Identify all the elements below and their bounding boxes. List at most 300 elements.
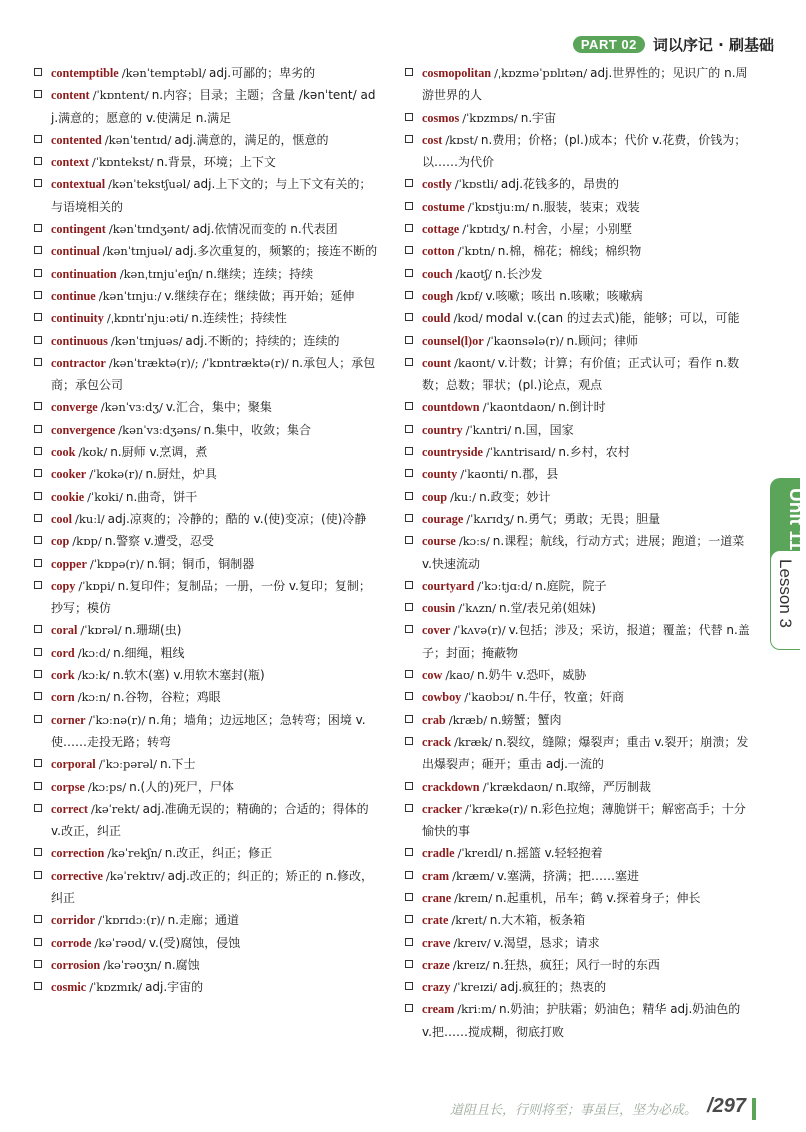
phonetic: /kʊk/ (78, 445, 108, 460)
definition: adj.不断的；持续的；连续的 (185, 333, 340, 348)
checkbox-icon[interactable] (34, 90, 42, 98)
vocab-entry (34, 240, 381, 262)
vocab-word: contingent (51, 222, 106, 237)
vocab-word: coup (422, 489, 448, 504)
vocab-word: couch (422, 266, 453, 281)
definition: v.继续存在；继续做；再开始；延伸 (164, 288, 355, 303)
checkbox-icon[interactable] (405, 68, 413, 76)
definition: n.乡村，农村 (558, 445, 630, 460)
definition: n.堂/表兄弟(姐妹) (499, 601, 596, 616)
vocab-entry (405, 285, 752, 307)
phonetic: /kənˈtekstʃuəl/ (108, 177, 191, 192)
phonetic: /kənˈtræktə(r)/; /ˈkɒntræktə(r)/ (108, 355, 289, 370)
vocab-word: could (422, 311, 451, 326)
phonetic: /ˌkɒzməˈpɒlɪtən/ (494, 66, 588, 80)
definition: n.勇气；勇敢；无畏；胆量 (516, 511, 661, 526)
phonetic: /ˈkʊki/ (87, 489, 123, 504)
vocab-word: cord (51, 645, 75, 660)
vocab-entry (34, 84, 381, 129)
checkbox-icon[interactable] (405, 202, 413, 210)
vocab-word: cooker (51, 467, 87, 482)
vocab-word: countryside (422, 445, 483, 460)
phonetic: /kreɪv/ (453, 935, 491, 950)
vocab-word: cosmopolitan (422, 66, 492, 80)
vocab-word: cost (422, 132, 443, 147)
definition: n.复印件；复制品；一册，一份 v.复印；复制；抄写；模仿 (51, 578, 371, 616)
phonetic: /kəˈrekt/ (90, 801, 140, 816)
checkbox-icon[interactable] (405, 915, 413, 923)
phonetic: /ˈkreɪdl/ (457, 846, 503, 861)
vocab-entry (34, 530, 381, 552)
page-number: /297 (707, 1095, 746, 1117)
phonetic: /ˈkaʊnti/ (460, 467, 508, 482)
definition: n.厨师 v.烹调，煮 (110, 445, 208, 460)
vocab-entry (405, 218, 752, 240)
definition: n.细绳，粗线 (113, 645, 185, 660)
checkbox-icon[interactable] (405, 179, 413, 187)
checkbox-icon[interactable] (34, 447, 42, 455)
vocab-entry (405, 396, 752, 418)
phonetic: /kɒf/ (456, 288, 483, 303)
vocab-word: courtyard (422, 578, 475, 593)
definition: n.棉，棉花；棉线；棉织物 (497, 244, 642, 259)
vocab-word: contemptible (51, 66, 119, 80)
checkbox-icon[interactable] (34, 848, 42, 856)
phonetic: /kənˈvɜːdʒəns/ (118, 422, 201, 437)
checkbox-icon[interactable] (405, 402, 413, 410)
vocab-word: cookie (51, 489, 85, 504)
definition: n.起重机，吊车；鹤 v.探着身子；伸长 (495, 890, 701, 905)
definition: v.咳嗽；咳出 n.咳嗽；咳嗽病 (485, 288, 643, 303)
definition: v.塞满，挤满；把……塞进 (497, 868, 640, 883)
checkbox-icon[interactable] (34, 336, 42, 344)
definition: n.摇篮 v.轻轻抱着 (505, 846, 603, 861)
definition: n.下士 (160, 757, 196, 772)
checkbox-icon[interactable] (405, 1004, 413, 1012)
checkbox-icon[interactable] (405, 224, 413, 232)
checkbox-icon[interactable] (405, 536, 413, 544)
checkbox-icon[interactable] (405, 514, 413, 522)
definition: n.集中，收敛；集合 (203, 422, 311, 437)
phonetic: /ˈkʌntri/ (465, 422, 512, 437)
definition: v.计数；计算；有价值；正式认可；看作 n.数数；总数；罪状；(pl.)论点，观点 (422, 355, 740, 393)
checkbox-icon[interactable] (405, 692, 413, 700)
vocab-entry (405, 419, 752, 441)
checkbox-icon[interactable] (34, 982, 42, 990)
phonetic: /kreɪn/ (454, 890, 493, 905)
phonetic: /ˈkɒtn/ (457, 244, 495, 259)
phonetic: /ˈkʌzn/ (458, 601, 497, 616)
vocab-word: corpse (51, 779, 85, 794)
vocab-entry (34, 932, 381, 954)
checkbox-icon[interactable] (405, 938, 413, 946)
vocab-word: count (422, 355, 452, 370)
checkbox-icon[interactable] (34, 960, 42, 968)
vocab-word: courage (422, 511, 464, 526)
definition: n.改正，纠正；修正 (164, 846, 273, 861)
definition: n.课程；航线，行动方式；进展；跑道；一道菜 v.快速流动 (422, 534, 745, 571)
vocab-entry (405, 62, 752, 107)
vocab-entry (405, 508, 752, 530)
vocab-word: country (422, 422, 463, 437)
vocab-entry (405, 619, 752, 664)
book-title: 词以序记 · 刷基础 (652, 35, 774, 54)
vocab-entry (405, 530, 752, 575)
definition: adj.准确无误的；精确的；合适的；得体的 v.改正，纠正 (51, 801, 369, 839)
checkbox-icon[interactable] (405, 291, 413, 299)
page-marker-bar (752, 1098, 756, 1120)
checkbox-icon[interactable] (405, 492, 413, 500)
definition: n.费用；价格；(pl.)成本；代价 v.花费，价钱为；以……为代价 (422, 132, 747, 170)
checkbox-icon[interactable] (34, 402, 42, 410)
definition: n.软木(塞) v.用软木塞封(瓶) (112, 668, 265, 683)
definition: n.承包人；承包商；承包公司 (51, 355, 376, 393)
vocab-word: cram (422, 868, 450, 883)
checkbox-icon[interactable] (34, 536, 42, 544)
vocab-word: corn (51, 690, 75, 705)
phonetic: /kɔːk/ (77, 668, 110, 683)
phonetic: /ˈkɒzmɒs/ (462, 110, 518, 125)
vocab-word: continuous (51, 333, 108, 348)
vocab-entry (34, 419, 381, 441)
definition: v.(受)腐蚀，侵蚀 (148, 935, 241, 950)
definition: n.倒计时 (558, 400, 606, 415)
definition: n.警察 v.遭受，忍受 (104, 534, 214, 549)
phonetic: /kənˈvɜːdʒ/ (100, 400, 163, 415)
definition: n.谷物，谷粒；鸡眼 (113, 690, 221, 705)
checkbox-icon[interactable] (34, 179, 42, 187)
unit-label: Unit 11 (785, 488, 806, 551)
definition: adj.满意的，满足的，惬意的 (174, 132, 329, 147)
checkbox-icon[interactable] (405, 960, 413, 968)
checkbox-icon[interactable] (405, 581, 413, 589)
phonetic: /ˌkɒntɪˈnjuːəti/ (106, 311, 189, 326)
definition: n.裂纹，缝隙；爆裂声；重击 v.裂开；崩溃；发出爆裂声；砸开；重击 adj.一流的 (422, 734, 749, 772)
phonetic: /kɒst/ (445, 132, 478, 147)
vocab-entry (34, 62, 381, 84)
checkbox-icon[interactable] (405, 893, 413, 901)
vocab-entry (405, 865, 752, 887)
vocab-entry (34, 441, 381, 463)
phonetic: /kənˈtɪnjuəl/ (102, 244, 173, 259)
checkbox-icon[interactable] (34, 425, 42, 433)
phonetic: /ˈkɒzmɪk/ (89, 980, 143, 995)
checkbox-icon[interactable] (34, 313, 42, 321)
definition: n.庭院，院子 (535, 578, 607, 593)
vocab-word: copper (51, 556, 87, 571)
vocab-entry (405, 731, 752, 776)
checkbox-icon[interactable] (405, 425, 413, 433)
vocab-entry (34, 218, 381, 240)
checkbox-icon[interactable] (34, 224, 42, 232)
vocab-word: corrode (51, 935, 92, 950)
phonetic: /kreɪz/ (452, 957, 490, 972)
vocab-entry (34, 909, 381, 931)
definition: n.顾问；律师 (566, 333, 638, 348)
vocab-word: crave (422, 935, 451, 950)
checkbox-icon[interactable] (405, 715, 413, 723)
vocab-word: context (51, 155, 89, 170)
phonetic: /kənˈtɪnjuː/ (98, 288, 162, 303)
vocab-entry (405, 976, 752, 998)
vocab-word: corporal (51, 757, 96, 772)
vocab-word: costly (422, 177, 452, 192)
checkbox-icon[interactable] (405, 603, 413, 611)
vocab-word: contractor (51, 355, 106, 370)
vocab-entry (34, 129, 381, 151)
vocab-entry (405, 686, 752, 708)
definition: adj.世界性的；见识广的 n.周游世界的人 (422, 66, 748, 103)
vocab-word: county (422, 467, 458, 482)
vocab-word: cook (51, 445, 76, 460)
vocab-entry (34, 486, 381, 508)
checkbox-icon[interactable] (405, 982, 413, 990)
definition: adj.宇宙的 (145, 980, 204, 995)
definition: n.奶牛 v.恐吓，威胁 (477, 668, 587, 683)
definition: n.内容；目录；主题；含量 /kənˈtent/ adj.满意的；愿意的 v.使满足 n.满足 (51, 88, 376, 125)
checkbox-icon[interactable] (405, 670, 413, 678)
checkbox-icon[interactable] (405, 625, 413, 633)
phonetic: /ˈkɒntekst/ (91, 155, 154, 170)
checkbox-icon[interactable] (34, 68, 42, 76)
vocab-word: correction (51, 846, 105, 861)
right-column (405, 62, 752, 1043)
phonetic: /kənˌtɪnjuˈeɪʃn/ (119, 266, 203, 281)
vocab-word: copy (51, 578, 76, 593)
phonetic: /ˈkɒstli/ (454, 177, 498, 192)
vocab-entry (34, 976, 381, 998)
checkbox-icon[interactable] (34, 157, 42, 165)
checkbox-icon[interactable] (405, 135, 413, 143)
checkbox-icon[interactable] (405, 737, 413, 745)
vocab-word: corridor (51, 913, 95, 928)
definition: n.宇宙 (520, 110, 557, 125)
checkbox-icon[interactable] (34, 135, 42, 143)
definition: n.厨灶，炉具 (145, 467, 217, 482)
checkbox-icon[interactable] (34, 670, 42, 678)
checkbox-icon[interactable] (405, 336, 413, 344)
checkbox-icon[interactable] (34, 871, 42, 879)
definition: n.角；墙角；边远地区；急转弯；困境 v.使……走投无路；转弯 (51, 712, 366, 749)
vocab-entry (405, 240, 752, 262)
vocab-word: continue (51, 288, 96, 303)
vocab-entry (34, 285, 381, 307)
checkbox-icon[interactable] (405, 447, 413, 455)
phonetic: /kəˈrəʊd/ (94, 935, 146, 950)
checkbox-icon[interactable] (34, 759, 42, 767)
checkbox-icon[interactable] (405, 848, 413, 856)
vocab-entry (34, 709, 381, 754)
vocab-entry (34, 173, 381, 218)
vocab-entry (405, 798, 752, 843)
definition: n.背景，环境；上下文 (156, 155, 276, 170)
definition: n.珊瑚(虫) (124, 623, 182, 638)
phonetic: /kuːl/ (74, 511, 105, 526)
phonetic: /kənˈtentɪd/ (104, 132, 172, 147)
phonetic: /kɔːps/ (87, 779, 127, 794)
page-header (573, 33, 774, 55)
vocab-entry (34, 865, 381, 910)
checkbox-icon[interactable] (34, 492, 42, 500)
definition: n.腐蚀 (164, 957, 200, 972)
phonetic: /ˈkɒntent/ (92, 88, 149, 103)
vocab-entry (34, 686, 381, 708)
vocab-word: crazy (422, 980, 451, 995)
vocab-word: counsel(l)or (422, 333, 484, 348)
vocab-entry (34, 753, 381, 775)
vocab-word: correct (51, 801, 88, 816)
checkbox-icon[interactable] (405, 358, 413, 366)
phonetic: /ˈkʌntrisaɪd/ (485, 445, 556, 460)
vocab-word: converge (51, 400, 98, 415)
lesson-tab[interactable] (770, 550, 800, 650)
checkbox-icon[interactable] (34, 782, 42, 790)
phonetic: /ˈkaʊbɔɪ/ (464, 690, 514, 705)
vocab-entry (405, 998, 752, 1043)
vocab-entry (405, 263, 752, 285)
phonetic: /kɔːn/ (77, 690, 111, 705)
phonetic: /kəˈrektɪv/ (105, 868, 165, 883)
vocab-word: contextual (51, 177, 106, 192)
vocab-entry (34, 263, 381, 285)
checkbox-icon[interactable] (34, 938, 42, 946)
vocab-word: crane (422, 890, 452, 905)
definition: n.村舍，小屋；小别墅 (512, 222, 633, 237)
vocab-entry (405, 196, 752, 218)
checkbox-icon[interactable] (405, 469, 413, 477)
definition: n.继续；连续；持续 (205, 266, 314, 281)
vocab-entry (405, 597, 752, 619)
phonetic: /ˈkɒrəl/ (80, 623, 122, 638)
vocab-entry (34, 508, 381, 530)
phonetic: /ˈkɒtɪdʒ/ (462, 222, 510, 237)
vocab-entry (405, 173, 752, 195)
vocab-word: corrective (51, 868, 103, 883)
phonetic: /ˈkɒpi/ (78, 578, 115, 593)
phonetic: /ˈkreɪzi/ (453, 980, 498, 995)
phonetic: /kuː/ (450, 489, 477, 504)
vocab-entry (405, 932, 752, 954)
phonetic: /ˈkaʊntdaʊn/ (482, 400, 556, 415)
checkbox-icon[interactable] (405, 313, 413, 321)
left-column (34, 62, 381, 998)
phonetic: /ˈkʌvə(r)/ (453, 623, 506, 638)
vocab-entry (405, 887, 752, 909)
definition: adj.上下文的；与上下文有关的；与语境相关的 (51, 177, 372, 214)
checkbox-icon[interactable] (34, 804, 42, 812)
vocab-entry (405, 441, 752, 463)
checkbox-icon[interactable] (34, 246, 42, 254)
phonetic: /kriːm/ (457, 1002, 496, 1017)
vocab-entry (34, 553, 381, 575)
checkbox-icon[interactable] (34, 715, 42, 723)
checkbox-icon[interactable] (405, 246, 413, 254)
vocab-entry (405, 776, 752, 798)
phonetic: /ˈkaʊnsələ(r)/ (486, 333, 564, 348)
vocab-word: coral (51, 623, 78, 638)
vocab-entry (405, 307, 752, 329)
checkbox-icon[interactable] (34, 358, 42, 366)
vocab-word: cowboy (422, 690, 462, 705)
checkbox-icon[interactable] (34, 915, 42, 923)
definition: n.牛仔，牧童；奸商 (516, 690, 625, 705)
checkbox-icon[interactable] (34, 559, 42, 567)
vocab-entry (405, 330, 752, 352)
definition: adj.依情况而变的 n.代表团 (192, 222, 338, 237)
checkbox-icon[interactable] (34, 581, 42, 589)
vocab-word: cosmos (422, 110, 460, 125)
vocab-word: cop (51, 534, 70, 549)
checkbox-icon[interactable] (34, 648, 42, 656)
checkbox-icon[interactable] (405, 113, 413, 121)
vocab-word: cradle (422, 846, 455, 861)
page-footer (450, 1095, 746, 1118)
checkbox-icon[interactable] (405, 269, 413, 277)
vocab-word: cork (51, 668, 75, 683)
phonetic: /ˈkɔːnə(r)/ (88, 712, 146, 727)
part-badge: PART 02 (573, 36, 645, 53)
phonetic: /ˈkrækdaʊn/ (482, 779, 553, 794)
phonetic: /kəˈrəʊʒn/ (103, 957, 162, 972)
vocab-entry (34, 842, 381, 864)
definition: n.大木箱，板条箱 (489, 913, 586, 928)
vocab-entry (405, 664, 752, 686)
definition: adj.疯狂的；热衷的 (500, 980, 607, 995)
phonetic: /ˈkɒrɪdɔː(r)/ (98, 913, 165, 928)
checkbox-icon[interactable] (34, 625, 42, 633)
vocab-entry (405, 954, 752, 976)
vocab-word: crab (422, 712, 446, 727)
vocab-entry (34, 352, 381, 397)
vocab-word: cotton (422, 244, 455, 259)
phonetic: /ˈkɒpə(r)/ (89, 556, 144, 571)
vocab-entry (405, 107, 752, 129)
checkbox-icon[interactable] (34, 692, 42, 700)
vocab-entry (405, 129, 752, 174)
footer-motto: 道阻且长，行则将至；事虽巨，坚为必成。 (450, 1103, 698, 1118)
definition: modal v.(can 的过去式)能，能够；可以，可能 (485, 311, 740, 326)
checkbox-icon[interactable] (34, 469, 42, 477)
vocab-entry (405, 842, 752, 864)
definition: n.(人的)死尸，尸体 (129, 779, 234, 794)
phonetic: /kɒp/ (72, 534, 102, 549)
checkbox-icon[interactable] (405, 871, 413, 879)
definition: n.政变；妙计 (479, 489, 551, 504)
phonetic: /ˈkrækə(r)/ (464, 801, 528, 816)
phonetic: /kreɪt/ (451, 913, 487, 928)
vocab-word: continuation (51, 266, 117, 281)
vocab-entry (34, 776, 381, 798)
definition: n.取缔，严厉制裁 (555, 779, 651, 794)
vocab-word: cow (422, 668, 443, 683)
definition: n.奶油；护肤霜；奶油色；精华 adj.奶油色的 v.把……搅成糊，彻底打败 (422, 1002, 741, 1039)
checkbox-icon[interactable] (405, 804, 413, 812)
definition: v.包括；涉及；采访，报道；覆盖；代替 n.盖子；封面；掩蔽物 (422, 623, 750, 660)
checkbox-icon[interactable] (34, 514, 42, 522)
definition: n.走廊；通道 (167, 913, 239, 928)
vocab-word: cool (51, 511, 72, 526)
checkbox-icon[interactable] (405, 782, 413, 790)
phonetic: /kʊd/ (453, 311, 483, 326)
vocab-word: content (51, 88, 90, 103)
vocab-entry (405, 486, 752, 508)
phonetic: /ˈkʌrɪdʒ/ (466, 511, 514, 526)
definition: n.狂热，疯狂；风行一时的东西 (492, 957, 660, 972)
checkbox-icon[interactable] (34, 291, 42, 299)
definition: n.曲奇，饼干 (125, 489, 198, 504)
definition: n.彩色拉炮；薄脆饼干；解密高手；十分愉快的事 (422, 801, 746, 839)
checkbox-icon[interactable] (34, 269, 42, 277)
